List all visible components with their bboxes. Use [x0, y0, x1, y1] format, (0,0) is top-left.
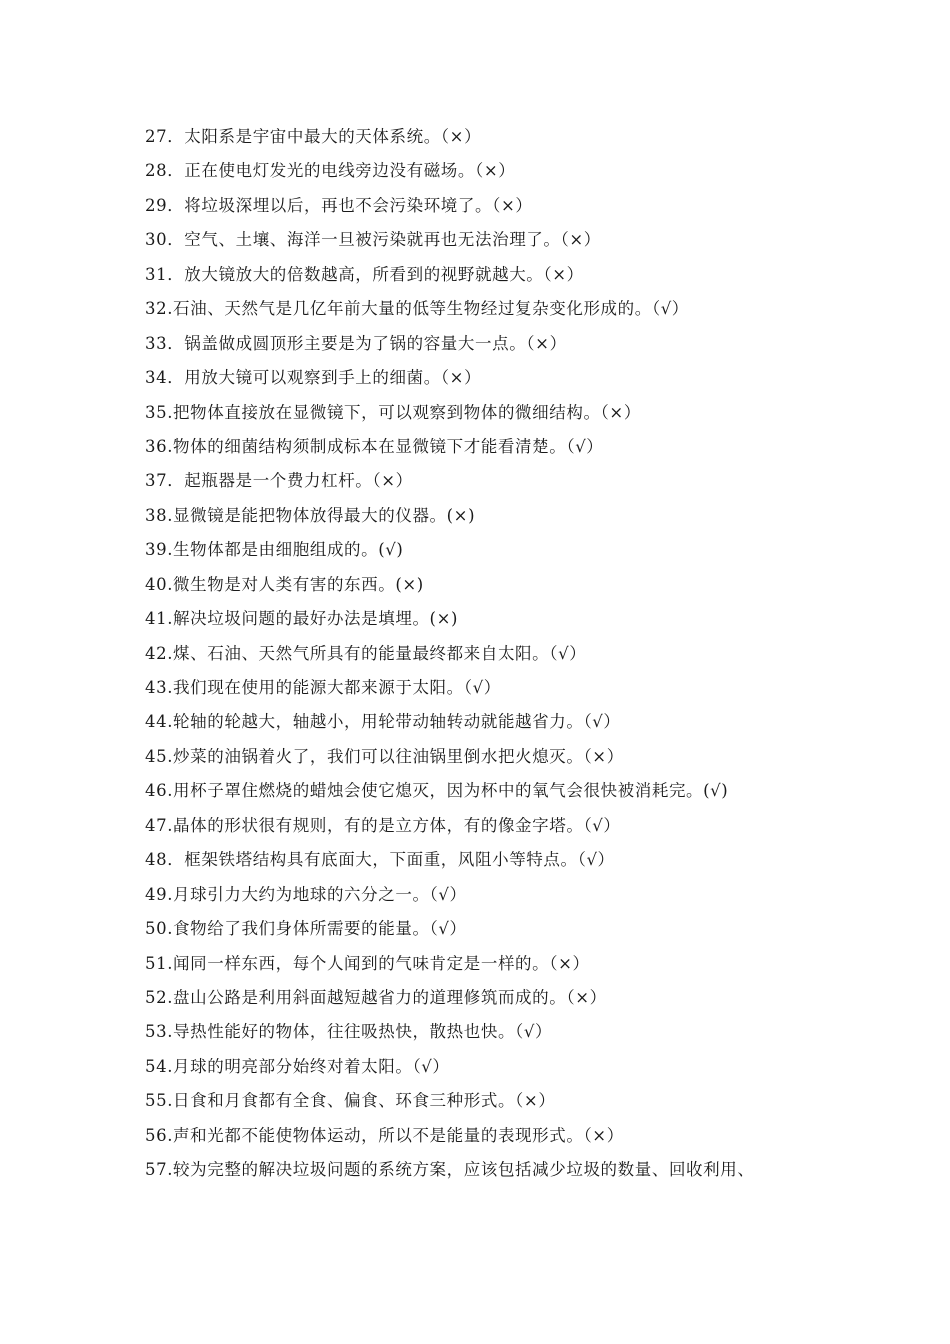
list-item: 56.声和光都不能使物体运动，所以不是能量的表现形式。（×） — [145, 1125, 624, 1145]
question-list — [145, 122, 845, 1190]
list-item: 37．起瓶器是一个费力杠杆。（×） — [145, 471, 413, 491]
list-item: 32.石油、天然气是几亿年前大量的低等生物经过复杂变化形成的。（√） — [145, 299, 689, 319]
list-item: 42.煤、石油、天然气所具有的能量最终都来自太阳。（√） — [145, 643, 587, 663]
list-item: 44.轮轴的轮越大，轴越小，用轮带动轴转动就能越省力。（√） — [145, 712, 621, 732]
list-item: 35.把物体直接放在显微镜下，可以观察到物体的微细结构。（×） — [145, 402, 641, 422]
list-item: 29．将垃圾深埋以后，再也不会污染环境了。（×） — [145, 195, 533, 215]
list-item: 28．正在使电灯发光的电线旁边没有磁场。（×） — [145, 161, 516, 181]
list-item: 47.晶体的形状很有规则，有的是立方体，有的像金字塔。（√） — [145, 815, 621, 835]
list-item: 45.炒菜的油锅着火了，我们可以往油锅里倒水把火熄灭。（×） — [145, 746, 624, 766]
list-item: 30．空气、土壤、海洋一旦被污染就再也无法治理了。（×） — [145, 230, 601, 250]
list-item: 36.物体的细菌结构须制成标本在显微镜下才能看清楚。（√） — [145, 436, 604, 456]
list-item: 41.解决垃圾问题的最好办法是填埋。(×) — [145, 609, 459, 629]
list-item: 43.我们现在使用的能源大都来源于太阳。（√） — [145, 678, 501, 697]
list-item: 57.较为完整的解决垃圾问题的系统方案，应该包括减少垃圾的数量、回收利用、 — [145, 1160, 755, 1180]
list-item: 52.盘山公路是利用斜面越短越省力的道理修筑而成的。（×） — [145, 987, 607, 1007]
list-item: 34．用放大镜可以观察到手上的细菌。（×） — [145, 368, 482, 388]
list-item: 33．锅盖做成圆顶形主要是为了锅的容量大一点。（×） — [145, 333, 567, 353]
list-item: 46.用杯子罩住燃烧的蜡烛会使它熄灭，因为杯中的氧气会很快被消耗完。(√) — [145, 781, 729, 801]
list-item: 55.日食和月食都有全食、偏食、环食三种形式。（×） — [145, 1091, 556, 1111]
list-item: 31．放大镜放大的倍数越高，所看到的视野就越大。（×） — [145, 264, 584, 284]
list-item: 40.微生物是对人类有害的东西。(×) — [145, 574, 424, 594]
list-item: 54.月球的明亮部分始终对着太阳。（√） — [145, 1056, 450, 1076]
list-item: 51.闻同一样东西，每个人闻到的气味肯定是一样的。（×） — [145, 953, 590, 973]
list-item: 49.月球引力大约为地球的六分之一。（√） — [145, 884, 467, 904]
list-item: 50.食物给了我们身体所需要的能量。（√） — [145, 919, 467, 939]
list-item: 27．太阳系是宇宙中最大的天体系统。（×） — [145, 127, 482, 146]
list-item: 38.显微镜是能把物体放得最大的仪器。(×) — [145, 505, 476, 525]
list-item: 53.导热性能好的物体，往往吸热快，散热也快。（√） — [145, 1022, 553, 1042]
list-item: 39.生物体都是由细胞组成的。(√) — [145, 540, 404, 560]
list-item: 48．框架铁塔结构具有底面大，下面重，风阻小等特点。（√） — [145, 850, 615, 870]
